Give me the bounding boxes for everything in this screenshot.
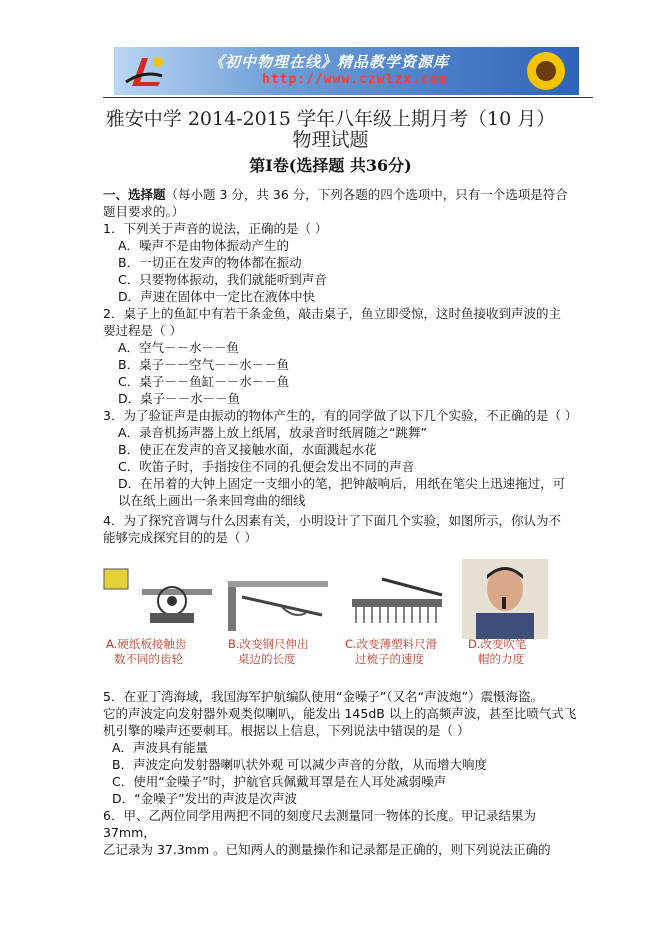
instructions-line1 <box>103 187 568 203</box>
instructions-line2: 题目要求的。） <box>103 204 185 219</box>
q2-stem-line2: 要过程是（ ） <box>103 323 182 338</box>
part-label: 一、选择题 <box>103 187 166 202</box>
q5-stem-line1: 5．在亚丁湾海域，我国海军护航编队使用“金噪子”（又名“声波炮”）震慑海盗。 <box>103 689 544 704</box>
q3-option-d-line1: D．在吊着的大钟上固定一支细小的笔，把钟敲响后，用纸在笔尖上迅速拖过，可 <box>118 476 566 491</box>
q3-option-b: B．使正在发声的音叉接触水面，水面溅起水花 <box>118 442 377 457</box>
instructions-text: （每小题 3 分，共 36 分，下列各题的四个选项中，只有一个选项是符合 <box>165 187 568 202</box>
exam-subject: 物理试题 <box>292 129 369 151</box>
q3-stem: 3．为了验证声是由振动的物体产生的，有的同学做了以下几个实验，不正确的是（ ） <box>103 408 578 423</box>
boy-pen-cap-photo <box>462 559 548 639</box>
q3-option-c: C．吹笛子时，手指按住不同的孔便会发出不同的声音 <box>118 459 415 474</box>
q2-option-a: A．空气－－水－－鱼 <box>118 340 240 355</box>
q5-option-b: B．声波定向发射器喇叭状外观 可以减少声音的分散，从而增大响度 <box>112 757 488 772</box>
q4-stem-line2: 能够完成探究目的的是（ ） <box>103 530 257 545</box>
site-logo-icon <box>122 52 166 90</box>
q5-stem-line2: 它的声波定向发射器外观类似喇叭，能发出 145dB 以上的高频声波，甚至比喷气式飞 <box>103 706 577 721</box>
caption-b-line1: B.改变钢尺伸出 <box>228 637 309 651</box>
caption-d-line2: 帽的力度 <box>478 652 524 666</box>
caption-a-line1: A.硬纸板接触齿 <box>106 637 187 651</box>
q2-stem-line1: 2．桌子上的鱼缸中有若干条金鱼，敲击桌子，鱼立即受惊，这时鱼接收到声波的主 <box>103 306 561 321</box>
caption-a-line2: 数不同的齿轮 <box>114 652 183 666</box>
q6-stem-line3: 乙记录为 37.3mm 。已知两人的测量操作和记录都是正确的，则下列说法正确的 <box>103 842 551 857</box>
q2-option-c: C．桌子－－鱼缸－－水－－鱼 <box>118 374 290 389</box>
caption-d-line1: D.改变吹笔 <box>468 637 527 651</box>
q2-option-b: B．桌子－－空气－－水－－鱼 <box>118 357 290 372</box>
caption-c-line2: 过梳子的速度 <box>355 652 424 666</box>
q5-option-d: D．“金噪子”发出的声波是次声波 <box>112 791 298 806</box>
q4-stem-line1: 4．为了探究音调与什么因素有关，小明设计了下面几个实验，如图所示，你认为不 <box>103 513 561 528</box>
sunflower-icon <box>519 49 573 93</box>
q3-option-a: A．录音机扬声器上放上纸屑，放录音时纸屑随之“跳舞” <box>118 425 428 440</box>
banner-url: http://www.czwlzx.com <box>262 72 448 87</box>
caption-b-line2: 桌边的长度 <box>238 652 296 666</box>
banner-title: 《初中物理在线》精品教学资源库 <box>209 53 450 71</box>
q5-stem-line3: 机引擎的噪声还要刺耳。根据以上信息，下列说法中错误的是（ ） <box>103 723 470 738</box>
exam-title: 雅安中学 2014-2015 学年八年级上期月考（10 月） <box>105 108 556 130</box>
q3-option-d-line2: 以在纸上画出一条来回弯曲的细线 <box>118 493 306 508</box>
q5-option-a: A．声波具有能量 <box>112 740 209 755</box>
caption-c-line1: C.改变薄塑料尺滑 <box>345 637 438 651</box>
q1-option-b: B．一切正在发声的物体都在振动 <box>118 255 302 270</box>
q1-option-d: D．声速在固体中一定比在液体中快 <box>118 289 316 304</box>
q1-option-a: A．噪声不是由物体振动产生的 <box>118 238 290 253</box>
q5-option-c: C．使用“金噪子”时，护航官兵佩戴耳罩是在人耳处减弱噪声 <box>112 774 447 789</box>
section-title: 第Ⅰ卷(选择题 共36分) <box>249 156 412 175</box>
q1-option-c: C．只要物体振动，我们就能听到声音 <box>118 272 327 287</box>
q6-stem-line1: 6．甲、乙两位同学用两把不同的刻度尺去测量同一物体的长度。甲记录结果为 <box>103 808 536 823</box>
q1-stem: 1．下列关于声音的说法，正确的是（ ） <box>103 221 328 236</box>
q4-figure <box>102 559 548 669</box>
q6-stem-line2: 37mm， <box>103 825 156 840</box>
header-banner <box>114 47 579 95</box>
header-rule <box>103 97 593 98</box>
q2-option-d: D．桌子－－水－－鱼 <box>118 391 241 406</box>
